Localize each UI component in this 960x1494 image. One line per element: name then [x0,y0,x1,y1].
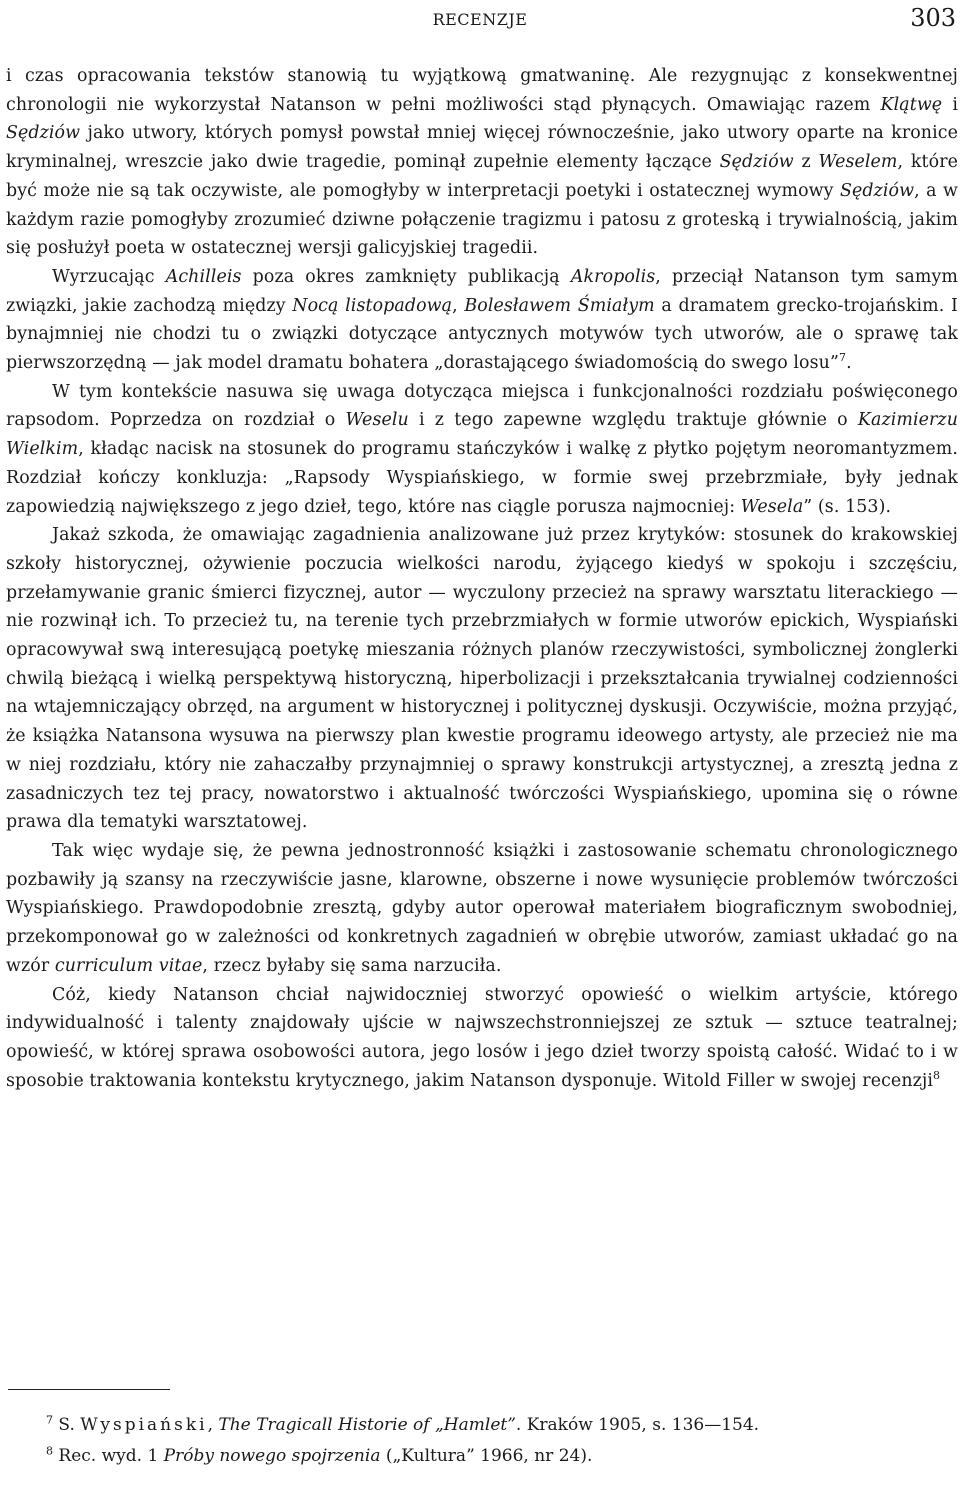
paragraph: W tym kontekście nasuwa się uwaga dotycząca miejsca i funkcjonalności rozdziału poświęconego rapsodom. Poprzedza on rozdział o Weselu i z tego zapewne względu traktuje głównie o Kazimierzu Wielkim, kładąc nacisk na stosunek do programu stańczyków i walkę z płytko pojętym neoromantyzmem. Rozdział kończy konkluzja: „Rapsody Wyspiańskiego, w formie swej przebrzmiałe, były jednak zapowiedzią największego z jego dzieł, tego, które nas ciągle porusza najmocniej: Wesela” (s. 153). [6,381,958,517]
paragraph: i czas opracowania tekstów stanowią tu wyjątkową gmatwaninę. Ale rezygnując z konsekwentnej chronologii nie wykorzystał Natanson w pełni możliwości stąd płynących. Omawiając razem Klątwę i Sędziów jako utwory, których pomysł powstał mniej więcej równocześnie, jako utwory oparte na kronice kryminalnej, wreszcie jako dwie tragedie, pominął zupełnie elementy łączące Sędziów z Weselem, które być może nie są tak oczywiste, ale pomogłyby w interpretacji poetyki i ostatecznej wymowy Sędziów, a w każdym razie pomogłyby zrozumieć dziwne połączenie tragizmu i patosu z groteską i trywialnością, jakim się posłużył poeta w ostatecznej wersji galicyjskiej tragedii. [6,66,958,259]
footnote-7: $^7$ S. Wyspiański, The Tragicall Historie of „Hamlet”. Kraków 1905, s. 136—154. [46,1413,760,1435]
section-title: RECENZJE [432,10,528,29]
running-header [0,4,960,34]
paragraph: Jakaż szkoda, że omawiając zagadnienia analizowane już przez krytyków: stosunek do krakowskiej szkoły historycznej, ożywienie poczucia wielkości narodu, żyjącego kiedyś w spokoju i szczęściu, przełamywanie granic śmierci fizycznej, autor — wyczulony przecież na sprawy warsztatu literackiego — nie rozwinął ich. To przecież tu, na terenie tych przebrzmiałych w formie utworów epickich, Wyspiański opracowywał swą interesującą poetykę mieszania różnych planów rzeczywistości, symbolicznej żonglerki chwilą bieżącą i wielką perspektywą historyczną, hiperbolizacji i przekształcania trywialnej codzienności na wtajemniczający obrzęd, na argument w historycznej i politycznej dyskusji. Oczywiście, można przyjąć, że książka Natansona wysuwa na pierwszy plan kwestie programu ideowego artysty, ale przecież nie ma w niej rozdziału, który nie zahaczałby przynajmniej o sprawy konstrukcji artystycznej, a zresztą jedna z zasadniczych tez tej pracy, nowatorstwo i aktualność twórczości Wyspiańskiego, upomina się o równe prawa dla tematyki warsztatowej. [6,525,958,833]
paragraph: Cóż, kiedy Natanson chciał najwidoczniej stworzyć opowieść o wielkim artyście, którego indywidualność i talenty znajdowały ujście w najwszechstronniejszej ze sztuk — sztuce teatralnej; opowieść, w której sprawa osobowości autora, jego losów i jego dzieł tworzy spoistą całość. Widać to i w sposobie traktowania kontekstu krytycznego, jakim Natanson dysponuje. Witold Filler w swojej recenzji$^8$ [6,984,958,1091]
footnote-separator [8,1389,170,1390]
footnote-8: $^8$ Rec. wyd. 1 Próby nowego spojrzenia („Kultura” 1966, nr 24). [46,1444,593,1466]
footnotes [6,1410,958,1472]
body-text [6,62,958,1095]
paragraph: Wyrzucając Achilleis poza okres zamknięty publikacją Akropolis, przeciął Natanson tym samym związki, jakie zachodzą między Nocą listopadową, Bolesławem Śmiałym a dramatem grecko-trojańskim. I bynajmniej nie chodzi tu o związki dotyczące antycznych motywów tych utworów, ale o sprawę tak pierwszorzędną — jak model dramatu bohatera „dorastającego świadomością do swego losu”$^7$. [6,266,958,374]
paragraph: Tak więc wydaje się, że pewna jednostronność książki i zastosowanie schematu chronologicznego pozbawiły ją szansy na rzeczywiście jasne, klarowne, obszerne i nowe wysunięcie problemów twórczości Wyspiańskiego. Prawdopodobnie zresztą, gdyby autor operował materiałem biograficznym swobodniej, przekomponował go w zależności od konkretnych zagadnień w obrębie utworów, zamiast układać go na wzór curriculum vitae, rzecz byłaby się sama narzuciła. [6,840,958,976]
page-number: 303 [910,4,956,32]
